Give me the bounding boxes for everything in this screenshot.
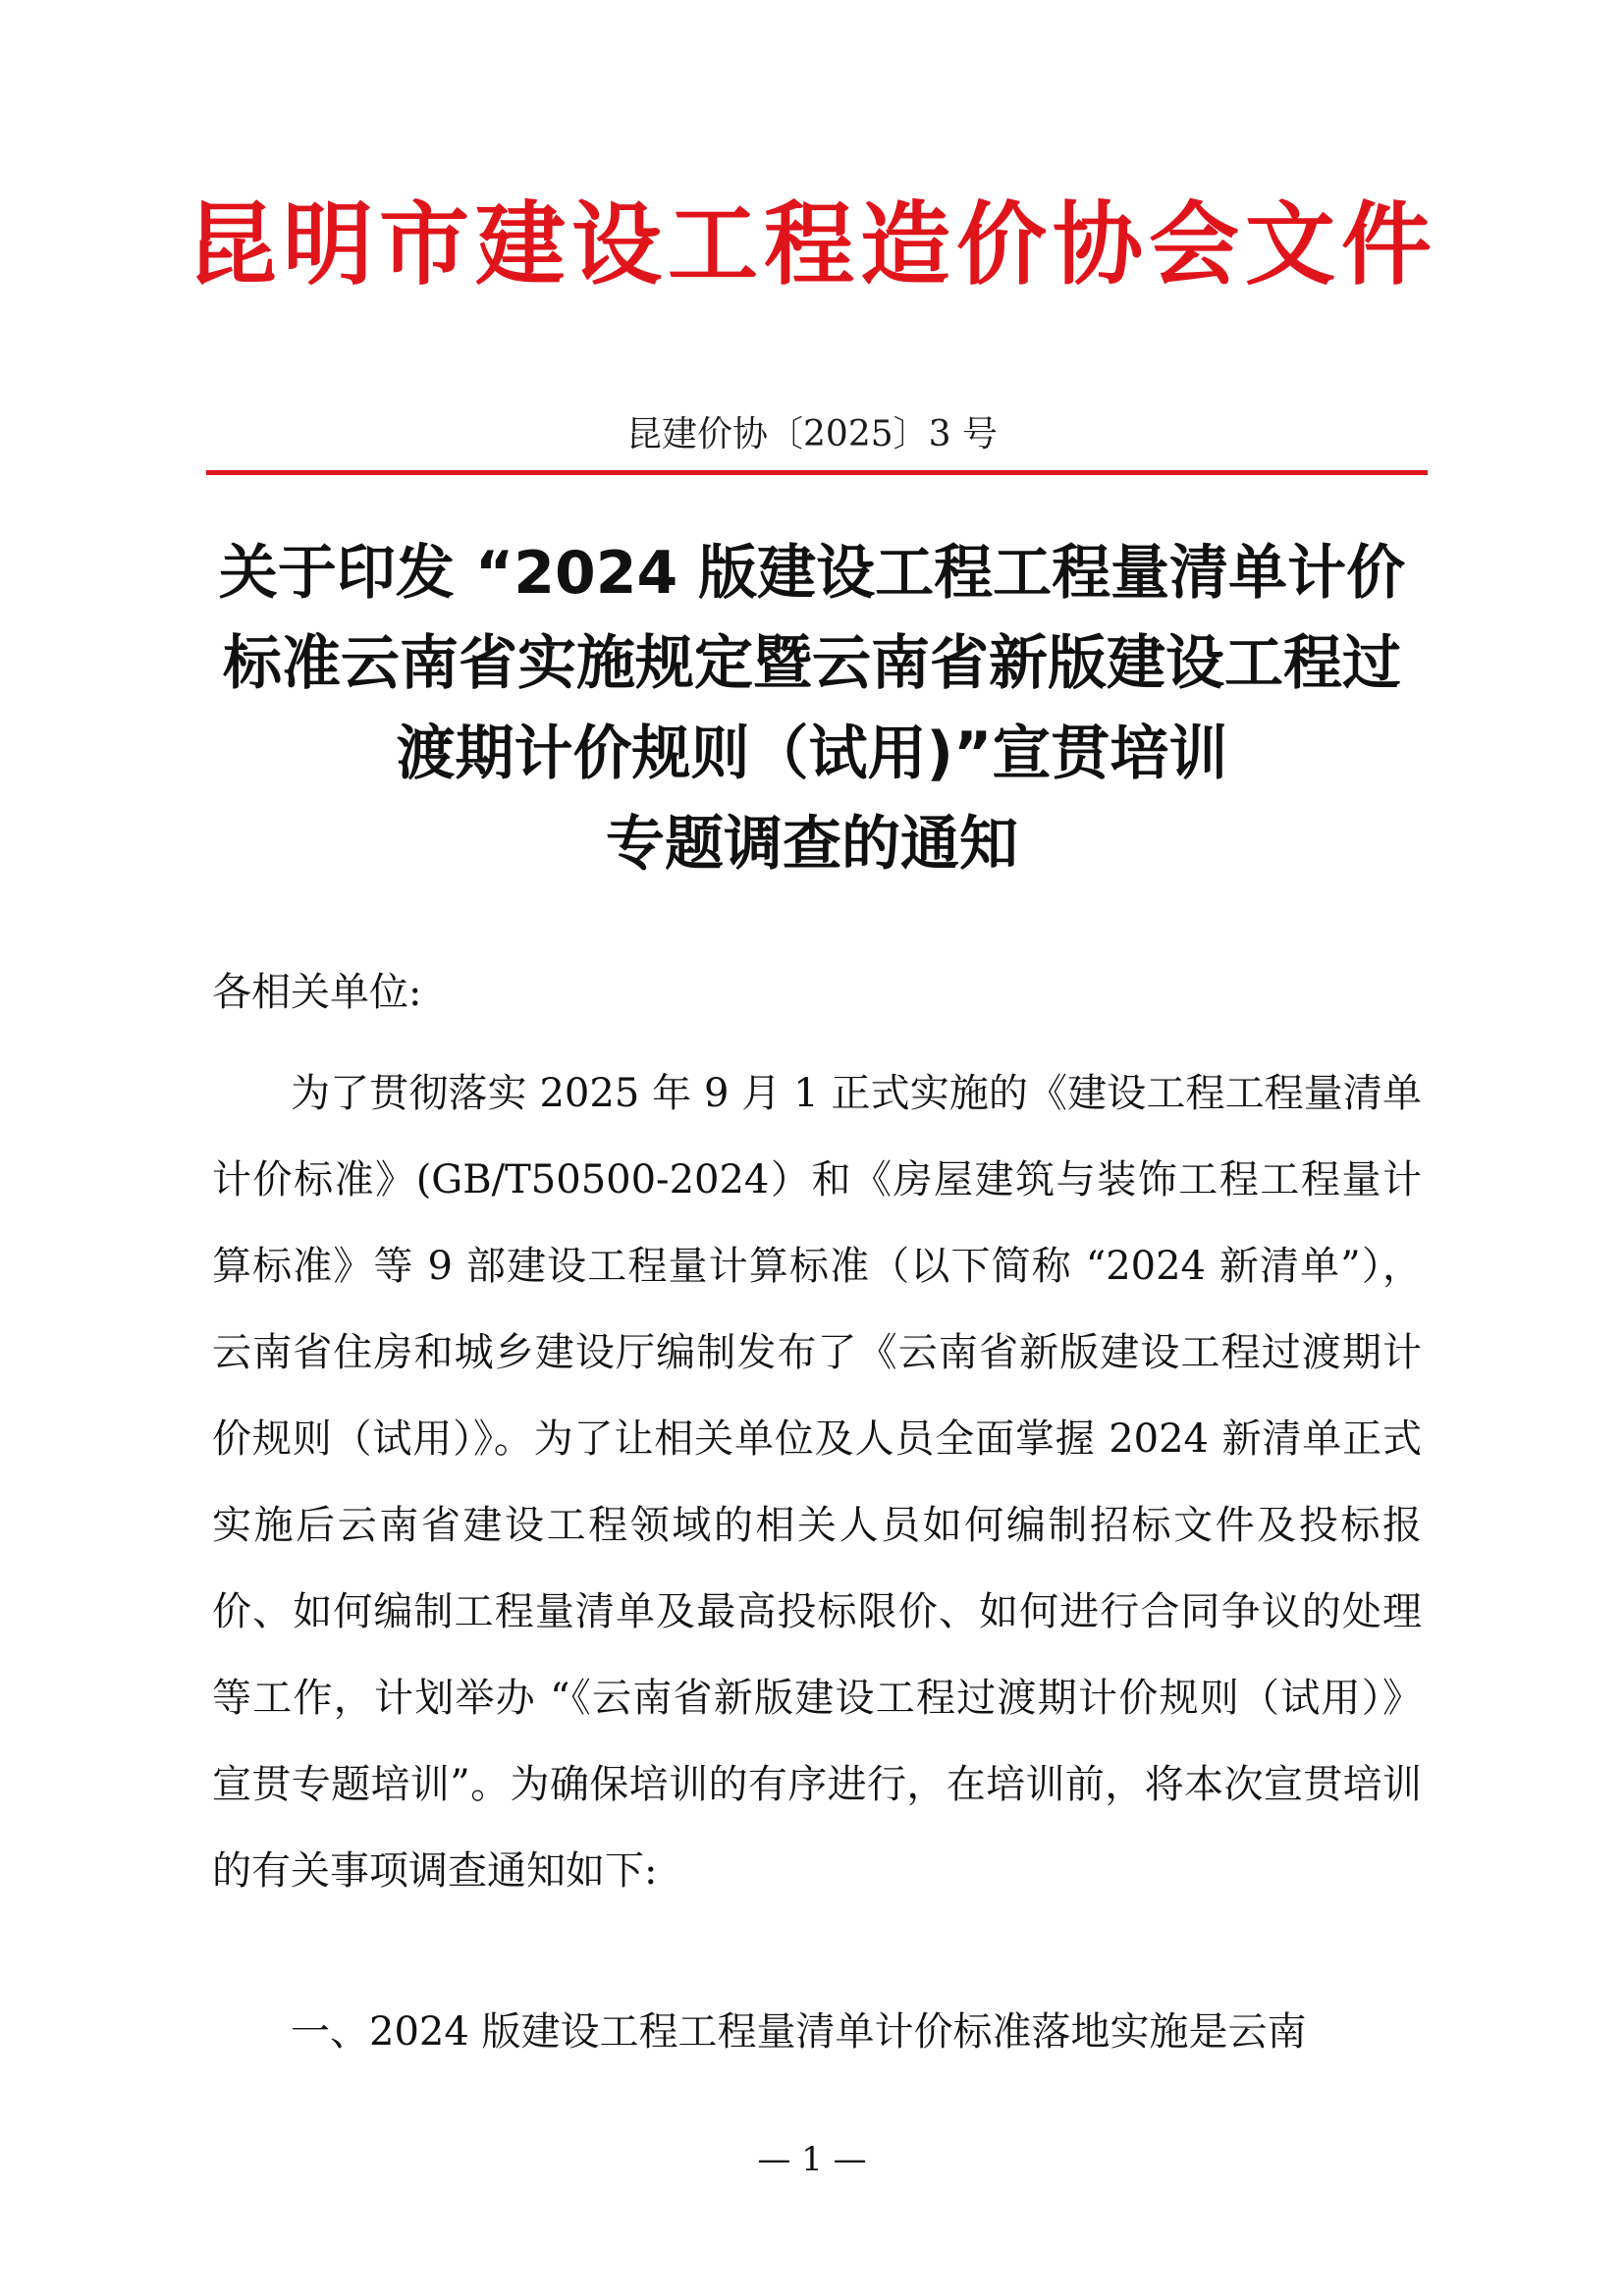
page-number: — 1 —	[757, 2140, 867, 2179]
notice-title-line-3: 渡期计价规则（试用)”宣贯培训	[396, 720, 1228, 788]
notice-title-line-4: 专题调查的通知	[606, 810, 1018, 879]
document-header-title: 昆明市建设工程造价协会文件	[186, 192, 1437, 297]
body-paragraph: 为了贯彻落实 2025 年 9 月 1 正式实施的《建设工程工程量清单计价标准》(GB/T50500-2024）和《房屋建筑与装饰工程工程量计算标准》等 9 部建设工程量计算标准（以下简称 “2024 新清单”），云南省住房和城乡建设厅编制发布了《云南省新版建设工程过渡期计价规则（试用）》。为了让相关单位及人员全面掌握 2024 新清单正式实施后云南省建设工程领域的相关人员如何编制招标文件及投标报价、如何编制工程量清单及最高投标限价、如何进行合同争议的处理等工作，计划举办 “《云南省新版建设工程过渡期计价规则（试用）》宣贯专题培训”。为确保培训的有序进行，在培训前，将本次宣贯培训的有关事项调查通知如下:	[212, 1071, 1422, 1894]
red-divider-line	[206, 470, 1428, 475]
notice-title	[137, 528, 1487, 889]
document-number: 昆建价协〔2025〕3 号	[626, 414, 998, 454]
notice-title-line-2: 标准云南省实施规定暨云南省新版建设工程过	[223, 629, 1401, 698]
notice-title-line-1: 关于印发 “2024 版建设工程工程量清单计价	[218, 539, 1406, 608]
section-one-heading: 一、2024 版建设工程工程量清单计价标准落地实施是云南	[291, 2009, 1307, 2055]
salutation: 各相关单位:	[212, 970, 422, 1015]
